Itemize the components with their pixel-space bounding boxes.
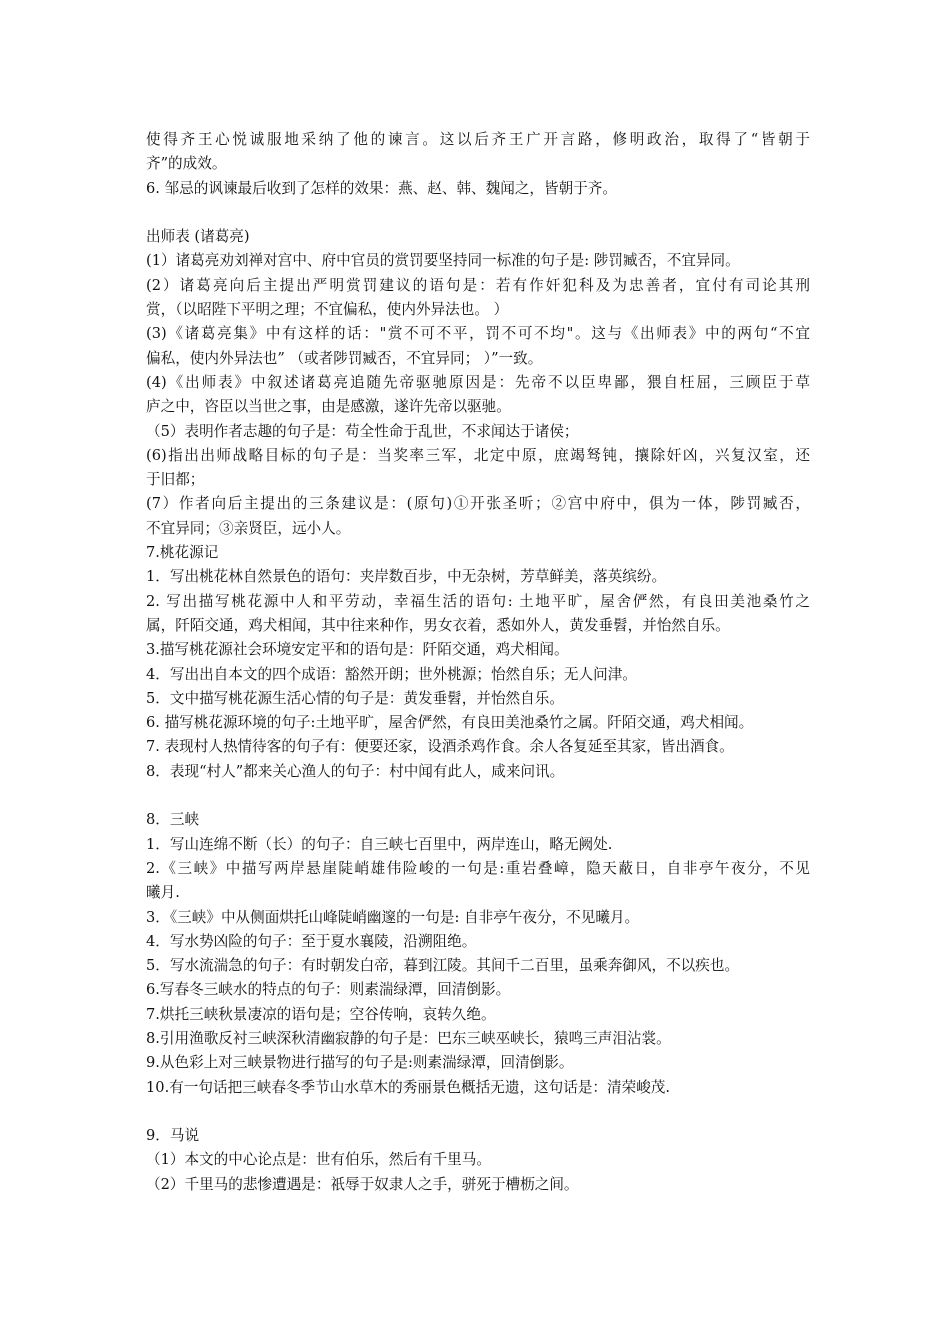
blank-line [146,784,810,808]
text-line: 偏私，使内外异法也” （或者陟罚臧否，不宜异同； ）”一致。 [146,349,543,367]
text-line: 2.《三峡》中描写两岸悬崖陡峭雄伟险峻的一句是:重岩叠嶂，隐天蔽日，自非亭午夜分，不见 [146,859,810,877]
section-heading: 出师表 (诸葛亮) [146,228,250,246]
text-line: 2. 写出描写桃花源中人和平劳动，幸福生活的语句: 土地平旷，屋舍俨然，有良田美池桑竹之 [146,592,810,610]
text-line: 6. 邹忌的讽谏最后收到了怎样的效果：燕、赵、韩、魏闻之，皆朝于齐。 [146,179,617,197]
text-line: 3.描写桃花源社会环境安定平和的语句是：阡陌交通，鸡犬相闻。 [146,641,569,659]
document-page [146,128,810,1197]
text-line: 赏，（以昭陛下平明之理；不宜偏私，使内外异法也。 ） [146,301,509,319]
text-line: 8．表现“村人”都来关心渔人的句子：村中闻有此人，咸来问讯。 [146,762,565,780]
text-line: 齐”的成效。 [146,155,227,173]
text-line: 7. 表现村人热情待客的句子有：便要还家，设酒杀鸡作食。余人各复延至其家，皆出酒食。 [146,738,734,756]
blank-line [146,201,810,225]
text-line: 6. 描写桃花源环境的句子:土地平旷，屋舍俨然，有良田美池桑竹之属。阡陌交通，鸡犬相闻。 [146,714,754,732]
text-line: (7）作者向后主提出的三条建议是：(原句)①开张圣听；②宫中府中，俱为一体，陟罚臧否， [146,495,810,513]
section-heading: 9．马说 [146,1127,200,1145]
text-line: 10.有一句话把三峡春冬季节山水草木的秀丽景色概括无遗，这句话是：清荣峻茂. [146,1078,671,1096]
text-line: (3)《诸葛亮集》中有这样的话："赏不可不平，罚不可不均"。这与《出师表》中的两句“不宜 [146,325,810,343]
text-line: 于旧都； [146,471,205,489]
text-line: (6)指出出师战略目标的句子是：当奖率三军，北定中原，庶竭驽钝，攘除奸凶，兴复汉室，还 [146,446,810,464]
text-line: （1）本文的中心论点是：世有伯乐，然后有千里马。 [146,1151,491,1169]
text-line: （2）千里马的悲惨遭遇是：祇辱于奴隶人之手，骈死于槽枥之间。 [146,1175,579,1193]
text-line: (4)《出师表》中叙述诸葛亮追随先帝驱驰原因是：先帝不以臣卑鄙，猥自枉屈，三顾臣于草 [146,373,810,391]
text-line: 4．写水势凶险的句子：至于夏水襄陵，沿溯阻绝。 [146,932,477,950]
text-line: 4．写出出自本文的四个成语：豁然开朗；世外桃源；怡然自乐；无人问津。 [146,665,637,683]
text-line: 1．写山连绵不断（长）的句子：自三峡七百里中，两岸连山，略无阙处. [146,835,613,853]
text-line: (2）诸葛亮向后主提出严明赏罚建议的语句是：若有作奸犯科及为忠善者，宜付有司论其刑 [146,276,810,294]
text-line: 曦月. [146,884,180,902]
text-line: 属，阡陌交通，鸡犬相闻，其中往来种作，男女衣着，悉如外人，黄发垂髫，并怡然自乐。 [146,616,730,634]
text-line: （5）表明作者志趣的句子是：苟全性命于乱世，不求闻达于诸侯； [146,422,579,440]
text-line: 3．《三峡》中从侧面烘托山峰陡峭幽邃的一句是: 自非亭午夜分，不见曦月。 [146,908,640,926]
text-line: 不宜异同；③亲贤臣，远小人。 [146,519,351,537]
text-line: (1）诸葛亮劝刘禅对宫中、府中官员的赏罚要坚持同一标准的句子是: 陟罚臧否，不宜异同。 [146,252,740,270]
text-line: 庐之中，咨臣以当世之事，由是感激，遂许先帝以驱驰。 [146,398,511,416]
section-heading: 7.桃花源记 [146,544,219,562]
blank-line [146,1100,810,1124]
text-line: 8.引用渔歌反衬三峡深秋清幽寂静的句子是：巴东三峡巫峡长，猿鸣三声泪沾裳。 [146,1029,671,1047]
section-heading: 8．三峡 [146,811,200,829]
text-line: 6.写春冬三峡水的特点的句子：则素湍绿潭，回清倒影。 [146,981,511,999]
text-line: 5．文中描写桃花源生活心情的句子是：黄发垂髫，并怡然自乐。 [146,689,564,707]
text-line: 9.从色彩上对三峡景物进行描写的句子是:则素湍绿潭，回清倒影。 [146,1054,574,1072]
text-line: 使得齐王心悦诚服地采纳了他的谏言。这以后齐王广开言路，修明政治，取得了“皆朝于 [146,131,810,148]
text-line: 5．写水流湍急的句子：有时朝发白帝，暮到江陵。其间千二百里，虽乘奔御风，不以疾也。 [146,957,740,975]
text-line: 7.烘托三峡秋景凄凉的语句是；空谷传响，哀转久绝。 [146,1005,496,1023]
text-line: 1．写出桃花林自然景色的语句：夹岸数百步，中无杂树，芳草鲜美，落英缤纷。 [146,568,667,586]
